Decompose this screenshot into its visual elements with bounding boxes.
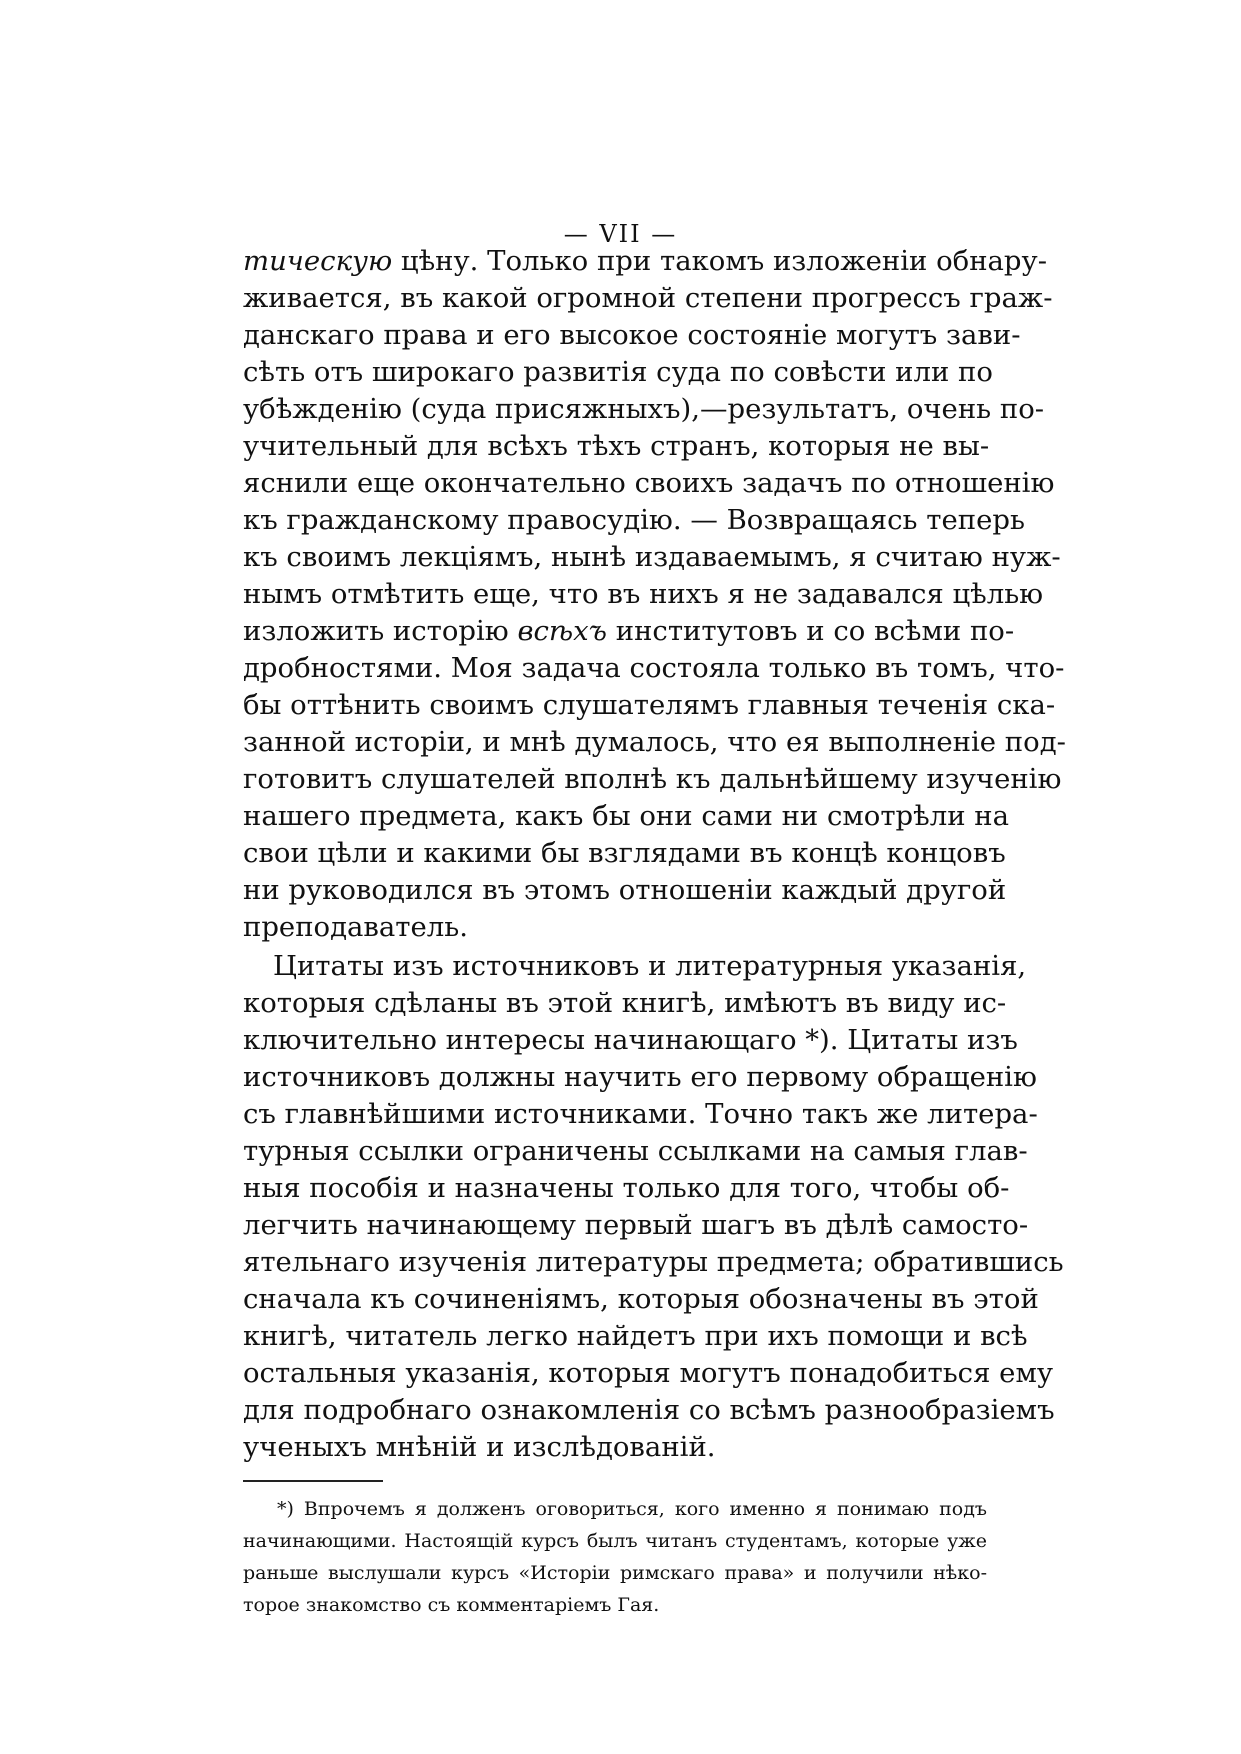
text-line: данскаго права и его высокое состоянiе могутъ зави- xyxy=(243,319,1021,351)
text-line: ятельнаго изученiя литературы предмета; обратившись xyxy=(243,1246,1064,1278)
text-line: живается, въ какой огромной степени прогрессъ граж- xyxy=(243,282,1053,314)
text-line: занной исторiи, и мнѣ думалось, что ея выполненiе под- xyxy=(243,726,1066,758)
text-line: которыя сдѣланы въ этой книгѣ, имѣютъ въ виду ис- xyxy=(243,987,1007,1019)
text-line: ключительно интересы начинающаго *). Цитаты изъ xyxy=(243,1024,1018,1056)
text-line: книгѣ, читатель легко найдетъ при ихъ помощи и всѣ xyxy=(243,1320,1028,1352)
text-line: для подробнаго ознакомленiя со всѣмъ разнообразiемъ xyxy=(243,1394,1055,1426)
text-line: остальныя указанiя, которыя могутъ понадобиться ему xyxy=(243,1357,1054,1389)
text-line: дробностями. Моя задача состояла только въ томъ, что- xyxy=(243,652,1065,684)
text-line: преподаватель. xyxy=(243,911,468,943)
text-line: ныя пособiя и назначены только для того, чтобы об- xyxy=(243,1172,1010,1204)
text-line: тическую цѣну. Только при такомъ изложенiи обнару- xyxy=(243,245,1047,277)
text-line: сѣть отъ широкаго развитiя суда по совѣсти или по xyxy=(243,356,993,388)
footnote-line: раньше выслушали курсъ «Исторiи римскаго права» и получили нѣко- xyxy=(243,1562,987,1584)
italic-word: тическую xyxy=(243,245,393,277)
text-line: учительный для всѣхъ тѣхъ странъ, которыя не вы- xyxy=(243,430,990,462)
text-line: ни руководился въ этомъ отношенiи каждый другой xyxy=(243,874,1007,906)
footnote-line: *) Впрочемъ я долженъ оговориться, кого именно я понимаю подъ xyxy=(277,1498,987,1520)
text-line: легчить начинающему первый шагъ въ дѣлѣ самосто- xyxy=(243,1209,1029,1241)
text-line: сначала къ сочиненiямъ, которыя обозначены въ этой xyxy=(243,1283,1039,1315)
text-line: турныя ссылки ограничены ссылками на самыя глав- xyxy=(243,1135,1028,1167)
text-line: къ своимъ лекцiямъ, нынѣ издаваемымъ, я считаю нуж- xyxy=(243,541,1061,573)
text-line: изложить исторiю всѣхъ институтовъ и со всѣми по- xyxy=(243,615,1015,647)
footnote-rule xyxy=(243,1480,383,1482)
text-line: съ главнѣйшими источниками. Точно такъ же литера- xyxy=(243,1098,1038,1130)
footnote-line: начинающими. Настоящiй курсъ былъ читанъ студентамъ, которые уже xyxy=(243,1530,987,1552)
text-line: бы оттѣнить своимъ слушателямъ главныя теченiя ска- xyxy=(243,689,1056,721)
footnote-line: торое знакомство съ комментарiемъ Гая. xyxy=(243,1594,660,1616)
text-line: ученыхъ мнѣнiй и изслѣдованiй. xyxy=(243,1431,716,1463)
text-line: яснили еще окончательно своихъ задачъ по отношенiю xyxy=(243,467,1055,499)
page-number: — VII — xyxy=(563,220,678,248)
text-line: нашего предмета, какъ бы они сами ни смотрѣли на xyxy=(243,800,1009,832)
text-line: свои цѣли и какими бы взглядами въ концѣ концовъ xyxy=(243,837,1006,869)
text-line: Цитаты изъ источниковъ и литературныя указанiя, xyxy=(273,950,1027,982)
text-line: къ гражданскому правосудiю. — Возвращаясь теперь xyxy=(243,504,1025,536)
text-line: готовитъ слушателей вполнѣ къ дальнѣйшему изученiю xyxy=(243,763,1062,795)
text-line: убѣжденiю (суда присяжныхъ),—результатъ, очень по- xyxy=(243,393,1045,425)
text-line: источниковъ должны научить его первому обращенiю xyxy=(243,1061,1037,1093)
italic-word: всѣхъ xyxy=(517,615,608,647)
text-line: нымъ отмѣтить еще, что въ нихъ я не задавался цѣлью xyxy=(243,578,1044,610)
